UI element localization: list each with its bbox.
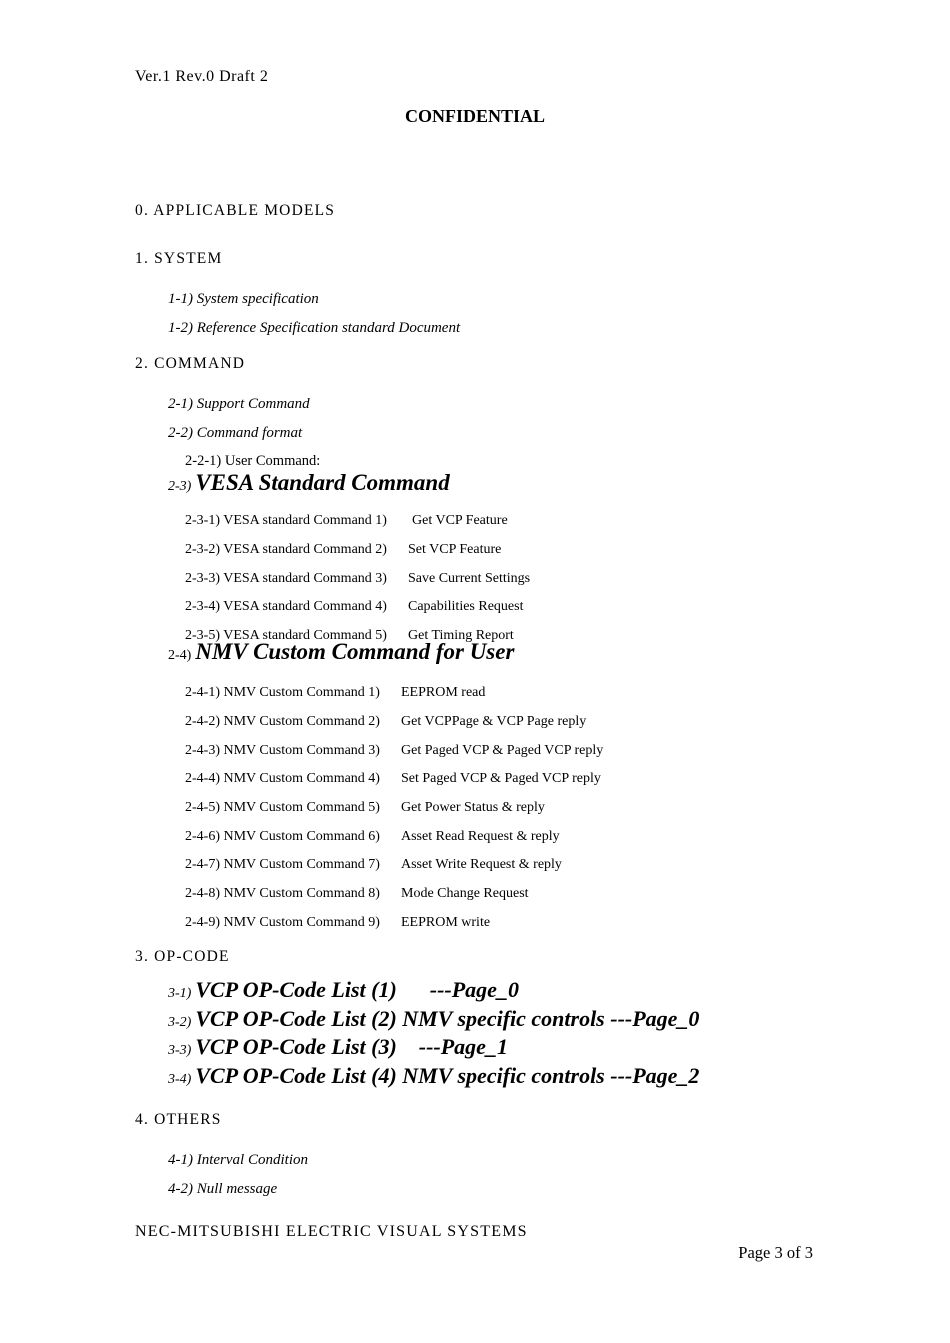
list-item — [185, 542, 502, 558]
section-1-heading: 1. SYSTEM — [135, 250, 223, 267]
command-name: Mode Change Request — [401, 886, 529, 901]
command-name: Get Timing Report — [408, 628, 514, 643]
section-2-4-heading — [168, 639, 514, 665]
section-2-4-title: NMV Custom Command for User — [195, 639, 515, 664]
opcode-prefix: 3-1) — [168, 986, 192, 1001]
command-label: 2-3-4) VESA standard Command 4) — [185, 599, 387, 614]
command-label: 2-3-2) VESA standard Command 2) — [185, 542, 387, 557]
command-label: 2-4-9) NMV Custom Command 9) — [185, 915, 380, 930]
command-label: 2-4-2) NMV Custom Command 2) — [185, 714, 380, 729]
command-name: Capabilities Request — [408, 599, 524, 614]
list-item — [185, 915, 491, 931]
command-name: EEPROM write — [401, 915, 491, 930]
command-name: Save Current Settings — [408, 571, 531, 586]
version-label: Ver.1 Rev.0 Draft 2 — [135, 68, 269, 85]
list-item — [185, 685, 486, 701]
opcode-prefix: 3-3) — [168, 1043, 192, 1058]
opcode-title: VCP OP-Code List (4) NMV specific controls ---Page_2 — [195, 1063, 700, 1088]
list-item — [185, 829, 560, 845]
list-item — [185, 571, 531, 587]
list-item — [185, 886, 529, 902]
command-name: Get Power Status & reply — [401, 800, 545, 815]
footer-company: NEC-MITSUBISHI ELECTRIC VISUAL SYSTEMS — [135, 1223, 528, 1240]
opcode-prefix: 3-2) — [168, 1015, 192, 1030]
command-name: Get VCPPage & VCP Page reply — [401, 714, 587, 729]
list-item — [185, 714, 587, 730]
list-item — [185, 599, 524, 615]
section-4-1-item: 4-1) Interval Condition — [168, 1152, 308, 1168]
command-name: Asset Read Request & reply — [401, 829, 560, 844]
section-2-heading: 2. COMMAND — [135, 355, 246, 372]
confidential-heading: CONFIDENTIAL — [404, 106, 546, 126]
opcode-list-item — [168, 977, 519, 1003]
section-4-heading: 4. OTHERS — [135, 1111, 222, 1128]
section-4-2-item: 4-2) Null message — [168, 1181, 278, 1197]
opcode-title: VCP OP-Code List (1) ---Page_0 — [195, 977, 519, 1002]
section-0-heading: 0. APPLICABLE MODELS — [135, 202, 336, 219]
opcode-list-item — [168, 1063, 699, 1089]
command-name: Get Paged VCP & Paged VCP reply — [401, 743, 604, 758]
command-name: EEPROM read — [401, 685, 486, 700]
section-2-3-prefix: 2-3) — [168, 479, 192, 494]
command-label: 2-4-3) NMV Custom Command 3) — [185, 743, 380, 758]
command-name: Asset Write Request & reply — [401, 857, 562, 872]
section-2-1-item: 2-1) Support Command — [168, 396, 310, 412]
command-label: 2-4-6) NMV Custom Command 6) — [185, 829, 380, 844]
opcode-title: VCP OP-Code List (2) NMV specific controls ---Page_0 — [195, 1006, 700, 1031]
command-label: 2-3-5) VESA standard Command 5) — [185, 628, 387, 643]
section-3-heading: 3. OP-CODE — [135, 948, 230, 965]
command-label: 2-4-8) NMV Custom Command 8) — [185, 886, 380, 901]
opcode-prefix: 3-4) — [168, 1072, 192, 1087]
section-1-2-item: 1-2) Reference Specification standard Document — [168, 320, 461, 336]
section-2-3-heading — [168, 470, 450, 496]
opcode-list-item — [168, 1034, 508, 1060]
command-label: 2-4-4) NMV Custom Command 4) — [185, 771, 380, 786]
list-item — [185, 513, 508, 529]
opcode-title: VCP OP-Code List (3) ---Page_1 — [195, 1034, 508, 1059]
list-item — [185, 857, 562, 873]
page-number: Page 3 of 3 — [738, 1243, 813, 1262]
section-2-4-prefix: 2-4) — [168, 648, 192, 663]
command-label: 2-4-7) NMV Custom Command 7) — [185, 857, 380, 872]
opcode-list-item — [168, 1006, 699, 1032]
list-item — [185, 743, 604, 759]
command-label: 2-4-5) NMV Custom Command 5) — [185, 800, 380, 815]
command-label: 2-3-1) VESA standard Command 1) — [185, 513, 387, 528]
command-name: Set VCP Feature — [408, 542, 502, 557]
command-name: Set Paged VCP & Paged VCP reply — [401, 771, 601, 786]
command-label: 2-3-3) VESA standard Command 3) — [185, 571, 387, 586]
section-1-1-item: 1-1) System specification — [168, 291, 319, 307]
list-item — [185, 771, 601, 787]
section-2-2-item: 2-2) Command format — [168, 425, 303, 441]
section-2-3-title: VESA Standard Command — [195, 470, 450, 495]
section-2-2-1-item: 2-2-1) User Command: — [185, 453, 321, 469]
command-label: 2-4-1) NMV Custom Command 1) — [185, 685, 380, 700]
list-item — [185, 800, 545, 816]
command-name: Get VCP Feature — [412, 513, 508, 528]
